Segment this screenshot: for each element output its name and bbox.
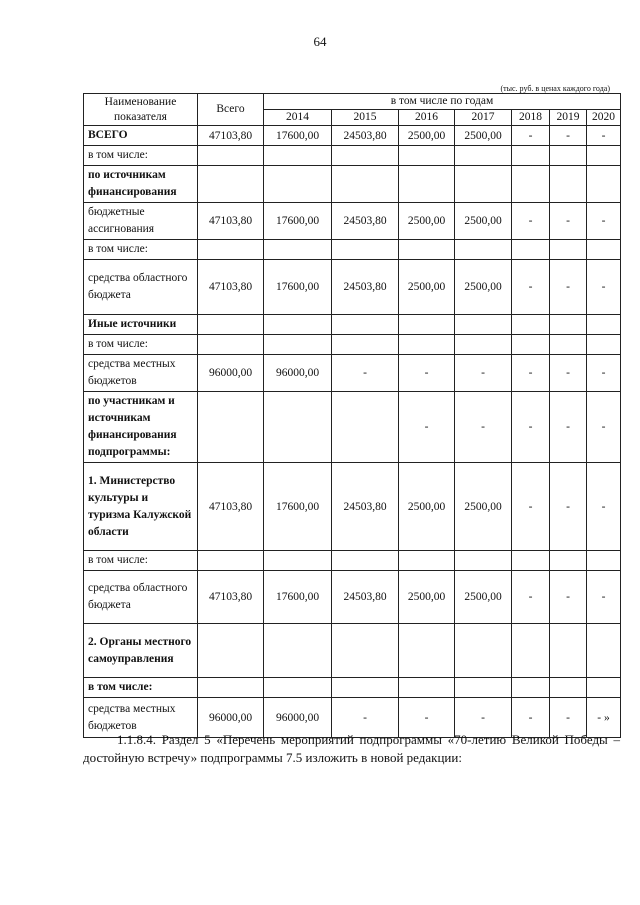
cell-year-value [455,678,512,698]
cell-year-value [264,146,332,166]
cell-year-value: - [455,355,512,392]
cell-year-value [332,392,399,463]
table-row [84,240,621,260]
cell-year-value: 24503,80 [332,463,399,551]
cell-year-value: - » [587,698,621,738]
cell-year-value: - [399,698,455,738]
cell-year-value [455,624,512,678]
cell-year-value [550,240,587,260]
cell-year-value [587,315,621,335]
cell-year-value: - [332,355,399,392]
cell-year-value [264,240,332,260]
cell-year-value: - [550,126,587,146]
cell-year-value: 2500,00 [399,463,455,551]
cell-year-value: - [587,203,621,240]
row-label: в том числе: [84,240,198,260]
cell-year-value [399,240,455,260]
cell-year-value [512,166,550,203]
row-label: по участникам и источникам финансирования подпрограммы: [84,392,198,463]
cell-year-value [550,315,587,335]
cell-year-value [264,335,332,355]
cell-total: 47103,80 [198,571,264,624]
cell-year-value: 2500,00 [399,203,455,240]
cell-year-value [399,678,455,698]
cell-year-value [512,678,550,698]
cell-year-value [264,392,332,463]
header-year: 2015 [332,110,399,126]
cell-year-value [587,551,621,571]
row-label: средства местных бюджетов [84,355,198,392]
cell-year-value [512,551,550,571]
header-year: 2014 [264,110,332,126]
cell-year-value [399,315,455,335]
cell-year-value [512,624,550,678]
cell-year-value: 17600,00 [264,260,332,315]
cell-year-value: - [512,463,550,551]
row-label: средства областного бюджета [84,260,198,315]
cell-year-value [550,146,587,166]
cell-year-value [455,240,512,260]
row-label: в том числе: [84,678,198,698]
row-label: в том числе: [84,146,198,166]
cell-year-value: 17600,00 [264,463,332,551]
cell-year-value [264,166,332,203]
cell-total: 47103,80 [198,203,264,240]
row-label: в том числе: [84,335,198,355]
cell-year-value: - [587,355,621,392]
row-label: по источникам финансирования [84,166,198,203]
cell-total: 47103,80 [198,260,264,315]
cell-year-value [455,315,512,335]
table-row [84,315,621,335]
cell-year-value [550,166,587,203]
table-row [84,463,621,551]
cell-year-value: 24503,80 [332,260,399,315]
cell-year-value: 96000,00 [264,355,332,392]
cell-year-value: 2500,00 [455,463,512,551]
cell-total: 47103,80 [198,126,264,146]
cell-year-value: 2500,00 [455,126,512,146]
cell-year-value: - [550,260,587,315]
cell-total: 96000,00 [198,698,264,738]
table-row [84,392,621,463]
cell-year-value [264,678,332,698]
cell-year-value [455,551,512,571]
paragraph-text [83,731,620,767]
cell-year-value [332,335,399,355]
table-body [84,126,621,738]
cell-year-value [399,335,455,355]
cell-year-value [332,624,399,678]
cell-year-value: 2500,00 [455,203,512,240]
cell-year-value [550,551,587,571]
cell-total [198,335,264,355]
cell-year-value [399,551,455,571]
cell-year-value [587,335,621,355]
cell-year-value: - [332,698,399,738]
cell-year-value [512,335,550,355]
header-year: 2020 [587,110,621,126]
row-label: 2. Органы местного самоуправления [84,624,198,678]
cell-year-value: - [587,392,621,463]
table-row [84,203,621,240]
cell-year-value: 24503,80 [332,203,399,240]
cell-year-value: - [455,392,512,463]
cell-year-value: - [512,260,550,315]
cell-year-value [587,678,621,698]
cell-year-value [587,240,621,260]
table-row [84,551,621,571]
cell-year-value [399,166,455,203]
cell-year-value: 24503,80 [332,126,399,146]
cell-year-value: - [399,355,455,392]
header-name: Наименование показателя [84,94,198,126]
table-row [84,260,621,315]
cell-year-value: - [587,126,621,146]
cell-year-value: - [587,571,621,624]
cell-year-value: - [512,698,550,738]
cell-year-value: - [550,698,587,738]
cell-year-value: 24503,80 [332,571,399,624]
row-label: средства местных бюджетов [84,698,198,738]
cell-year-value [264,624,332,678]
cell-total [198,392,264,463]
cell-year-value: 17600,00 [264,126,332,146]
row-label: в том числе: [84,551,198,571]
cell-year-value [587,624,621,678]
cell-year-value: 17600,00 [264,571,332,624]
cell-year-value [550,335,587,355]
header-year: 2018 [512,110,550,126]
row-label: ВСЕГО [84,126,198,146]
cell-year-value [550,678,587,698]
table-row [84,335,621,355]
cell-year-value: - [512,355,550,392]
cell-total [198,166,264,203]
cell-year-value [512,315,550,335]
cell-total [198,551,264,571]
units-note: (тыс. руб. в ценах каждого года) [500,84,610,93]
cell-total [198,146,264,166]
cell-year-value [332,146,399,166]
cell-year-value: - [512,571,550,624]
cell-year-value: - [512,126,550,146]
cell-year-value [332,551,399,571]
cell-year-value: 2500,00 [455,260,512,315]
header-total: Всего [198,94,264,126]
header-year: 2019 [550,110,587,126]
table-row [84,355,621,392]
cell-year-value: - [587,463,621,551]
cell-year-value: 2500,00 [399,126,455,146]
cell-year-value [332,315,399,335]
table-row [84,146,621,166]
cell-year-value: - [512,203,550,240]
cell-total: 47103,80 [198,463,264,551]
header-year: 2017 [455,110,512,126]
cell-total [198,678,264,698]
cell-year-value [332,678,399,698]
cell-year-value: 2500,00 [399,260,455,315]
row-label: средства областного бюджета [84,571,198,624]
cell-total [198,624,264,678]
cell-year-value [455,166,512,203]
cell-year-value [587,146,621,166]
cell-year-value [332,166,399,203]
cell-year-value: - [550,463,587,551]
cell-year-value: - [399,392,455,463]
paragraph-content: 1.1.8.4. Раздел 5 «Перечень мероприятий подпрограммы «70-летию Великой Победы – достойную встречу» подпрограммы 7.5 изложить в новой редакции: [83,732,620,765]
cell-year-value [455,335,512,355]
cell-year-value: - [550,571,587,624]
cell-year-value [399,624,455,678]
cell-year-value: 2500,00 [399,571,455,624]
cell-year-value [587,166,621,203]
cell-year-value [455,146,512,166]
financing-table [83,93,621,738]
cell-year-value [332,240,399,260]
cell-year-value: 96000,00 [264,698,332,738]
cell-year-value: - [550,203,587,240]
cell-year-value: - [550,355,587,392]
cell-year-value: - [587,260,621,315]
cell-year-value [550,624,587,678]
page-number: 64 [313,34,327,49]
header-by-years: в том числе по годам [264,94,621,110]
cell-total: 96000,00 [198,355,264,392]
cell-year-value: 17600,00 [264,203,332,240]
cell-year-value [264,315,332,335]
table-row [84,624,621,678]
cell-year-value: 2500,00 [455,571,512,624]
cell-year-value: - [550,392,587,463]
table-row [84,571,621,624]
row-label: 1. Министерство культуры и туризма Калужской области [84,463,198,551]
cell-year-value [512,240,550,260]
table-row [84,166,621,203]
cell-year-value [512,146,550,166]
row-label: Иные источники [84,315,198,335]
cell-total [198,240,264,260]
row-label: бюджетные ассигнования [84,203,198,240]
cell-total [198,315,264,335]
table-row [84,678,621,698]
cell-year-value [264,551,332,571]
table-row [84,126,621,146]
cell-year-value: - [455,698,512,738]
header-year: 2016 [399,110,455,126]
cell-year-value: - [512,392,550,463]
cell-year-value [399,146,455,166]
